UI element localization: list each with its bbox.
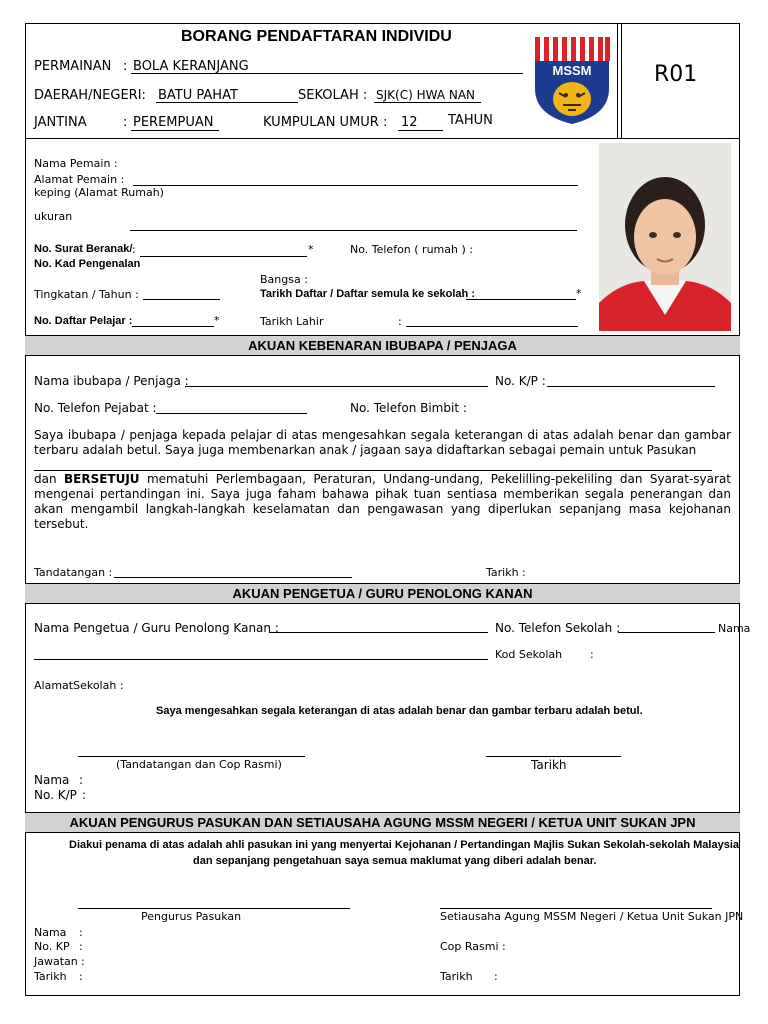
principal-tarikh-label: Tarikh: [531, 758, 567, 772]
mgr-tarikh-right-colon: :: [494, 970, 498, 983]
alamat-pemain-label: Alamat Pemain :: [34, 173, 125, 186]
form-code: R01: [654, 62, 698, 87]
principal-tarikh-line[interactable]: [486, 756, 621, 757]
telefon-rumah-label: No. Telefon ( rumah ) :: [350, 243, 473, 256]
pengurus-label: Pengurus Pasukan: [141, 910, 242, 923]
daftar-pelajar-asterisk: *: [214, 314, 220, 327]
pengurus-sign-line[interactable]: [78, 908, 350, 909]
tandatangan-line[interactable]: [114, 577, 352, 578]
daerah-label: DAERAH/NEGERI:: [34, 88, 146, 103]
nama-pengetua-line[interactable]: [269, 632, 488, 633]
header-divider-inner: [621, 23, 622, 139]
ukuran-label: ukuran: [34, 210, 73, 223]
principal-nama-label: Nama: [34, 773, 70, 787]
kod-sekolah-label: Kod Sekolah: [495, 648, 563, 661]
principal-sign-line[interactable]: [78, 756, 305, 757]
tarikh-lahir-colon: :: [398, 315, 402, 328]
tahun-label: TAHUN: [448, 113, 493, 128]
parent-tarikh-label: Tarikh :: [486, 566, 526, 579]
tel-pejabat-line[interactable]: [156, 413, 307, 414]
umur-label: KUMPULAN UMUR :: [263, 115, 388, 130]
principal-sign-label: (Tandatangan dan Cop Rasmi): [116, 758, 282, 771]
mgr-kp-label: No. KP: [34, 940, 70, 953]
tel-pejabat-label: No. Telefon Pejabat :: [34, 401, 157, 415]
keping-label: keping (Alamat Rumah): [34, 186, 164, 199]
mgr-jawatan-colon: :: [81, 955, 85, 968]
principal-section-header: AKUAN PENGETUA / GURU PENOLONG KANAN: [25, 583, 740, 604]
kad-pengenalan-label: No. Kad Pengenalan: [34, 258, 141, 270]
jantina-value[interactable]: PEREMPUAN: [133, 115, 214, 130]
principal-kp-label: No. K/P: [34, 788, 77, 802]
logo-stripes: [535, 37, 610, 61]
parent-declaration: Saya ibubapa / penjaga kepada pelajar di atas mengesahkan segala keterangan di atas adalah benar dan gambar terbaru adalah betul. Saya juga membenarkan anak / jagaan saya didaftarkan sebagai pemain untuk Pasukan: [34, 428, 731, 457]
daerah-line: [156, 102, 298, 103]
pasukan-line[interactable]: [34, 470, 712, 471]
player-photo: [599, 143, 731, 331]
nama-truncated: Nama: [718, 622, 751, 635]
nama-sekolah-line[interactable]: [34, 659, 488, 660]
mgr-tarikh-colon: :: [79, 970, 83, 983]
sekolah-value[interactable]: SJK(C) HWA NAN: [376, 88, 475, 102]
alamat-line-2[interactable]: [130, 230, 577, 231]
daftar-pelajar-label: No. Daftar Pelajar :: [34, 315, 133, 327]
logo-text: MSSM: [552, 63, 592, 78]
agreement-bold: BERSETUJU: [63, 472, 140, 486]
nama-pengetua-label: Nama Pengetua / Guru Penolong Kanan :: [34, 621, 279, 635]
manager-line2: dan sepanjang pengetahuan saya semua maklumat yang diberi adalah benar.: [193, 855, 597, 867]
daftar-pelajar-line[interactable]: [132, 326, 214, 327]
agreement-prefix: dan: [34, 472, 57, 486]
tel-sekolah-label: No. Telefon Sekolah :: [495, 621, 621, 635]
nama-pemain-label: Nama Pemain :: [34, 157, 118, 170]
umur-line: [398, 130, 443, 131]
permainan-value[interactable]: BOLA KERANJANG: [133, 59, 249, 74]
kod-sekolah-colon: :: [590, 648, 594, 661]
kp-label: No. K/P :: [495, 374, 546, 388]
form-title: BORANG PENDAFTARAN INDIVIDU: [181, 28, 452, 45]
mgr-jawatan-label: Jawatan: [34, 955, 78, 968]
mgr-kp-colon: :: [79, 940, 83, 953]
permainan-line: [131, 73, 523, 74]
cop-rasmi-label: Cop Rasmi :: [440, 940, 506, 953]
jantina-line: [131, 130, 219, 131]
parent-section-header: AKUAN KEBENARAN IBUBAPA / PENJAGA: [25, 335, 740, 356]
surat-line[interactable]: [140, 256, 307, 257]
sekolah-line: [374, 102, 481, 103]
principal-nama-colon: :: [79, 773, 84, 787]
surat-colon: :: [132, 243, 136, 256]
tarikh-lahir-label: Tarikh Lahir: [260, 315, 324, 328]
kp-line[interactable]: [547, 386, 715, 387]
mgr-tarikh-label: Tarikh: [34, 970, 67, 983]
manager-line1: Diakui penama di atas adalah ahli pasukan ini yang menyertai Kejohanan / Pertandingan Majlis Sukan Sekolah-sekolah Malaysia: [69, 839, 740, 851]
bangsa-label: Bangsa :: [260, 273, 308, 286]
mgr-nama-label: Nama: [34, 926, 67, 939]
principal-kp-colon: :: [82, 788, 87, 802]
umur-value[interactable]: 12: [401, 115, 418, 130]
header-bottom-rule: [25, 138, 740, 139]
alamat-sekolah-label: AlamatSekolah :: [34, 679, 124, 692]
tarikh-daftar-label: Tarikh Daftar / Daftar semula ke sekolah :: [260, 288, 475, 300]
permainan-colon: :: [123, 59, 128, 74]
permainan-label: PERMAINAN: [34, 59, 112, 74]
sekolah-label: SEKOLAH :: [298, 88, 368, 103]
tel-bimbit-label: No. Telefon Bimbit :: [350, 401, 467, 415]
jantina-label: JANTINA: [34, 115, 87, 130]
tarikh-daftar-line[interactable]: [466, 299, 576, 300]
tarikh-lahir-line[interactable]: [406, 326, 578, 327]
principal-declaration: Saya mengesahkan segala keterangan di atas adalah benar dan gambar terbaru adalah betul.: [156, 705, 643, 717]
nama-ibubapa-label: Nama ibubapa / Penjaga :: [34, 374, 189, 388]
manager-section-header: AKUAN PENGURUS PASUKAN DAN SETIAUSAHA AGUNG MSSM NEGERI / KETUA UNIT SUKAN JPN: [25, 812, 740, 833]
tel-sekolah-line[interactable]: [618, 632, 715, 633]
mgr-nama-colon: :: [79, 926, 83, 939]
tandatangan-label: Tandatangan :: [34, 566, 113, 579]
jantina-colon: :: [123, 115, 128, 130]
mssm-logo: [533, 37, 611, 125]
setiausaha-sign-line[interactable]: [440, 908, 712, 909]
tingkatan-line[interactable]: [143, 299, 220, 300]
surat-beranak-label: No. Surat Beranak/: [34, 243, 133, 255]
mgr-tarikh-right-label: Tarikh: [440, 970, 473, 983]
agreement-rest: mematuhi Perlembagaan, Peraturan, Undang-undang, Pekelilling-pekeliling dan Syarat-syarat mengenai pertandingan ini. Saya juga faham bahawa pihak tuan sentiasa memberikan segala penerangan dan akan mengambil langkah-langkah keselamatan dan pengawasan yang diperlukan sepanjang masa kejohanan tersebut.: [34, 472, 731, 531]
nama-ibubapa-line[interactable]: [185, 386, 488, 387]
tarikh-daftar-asterisk: *: [576, 287, 582, 300]
daerah-value[interactable]: BATU PAHAT: [158, 88, 238, 103]
tingkatan-label: Tingkatan / Tahun :: [34, 288, 139, 301]
surat-asterisk: *: [308, 243, 314, 256]
alamat-line[interactable]: [133, 185, 578, 186]
setiausaha-label: Setiausaha Agung MSSM Negeri / Ketua Unit Sukan JPN: [440, 910, 744, 923]
parent-agreement: [34, 472, 731, 532]
